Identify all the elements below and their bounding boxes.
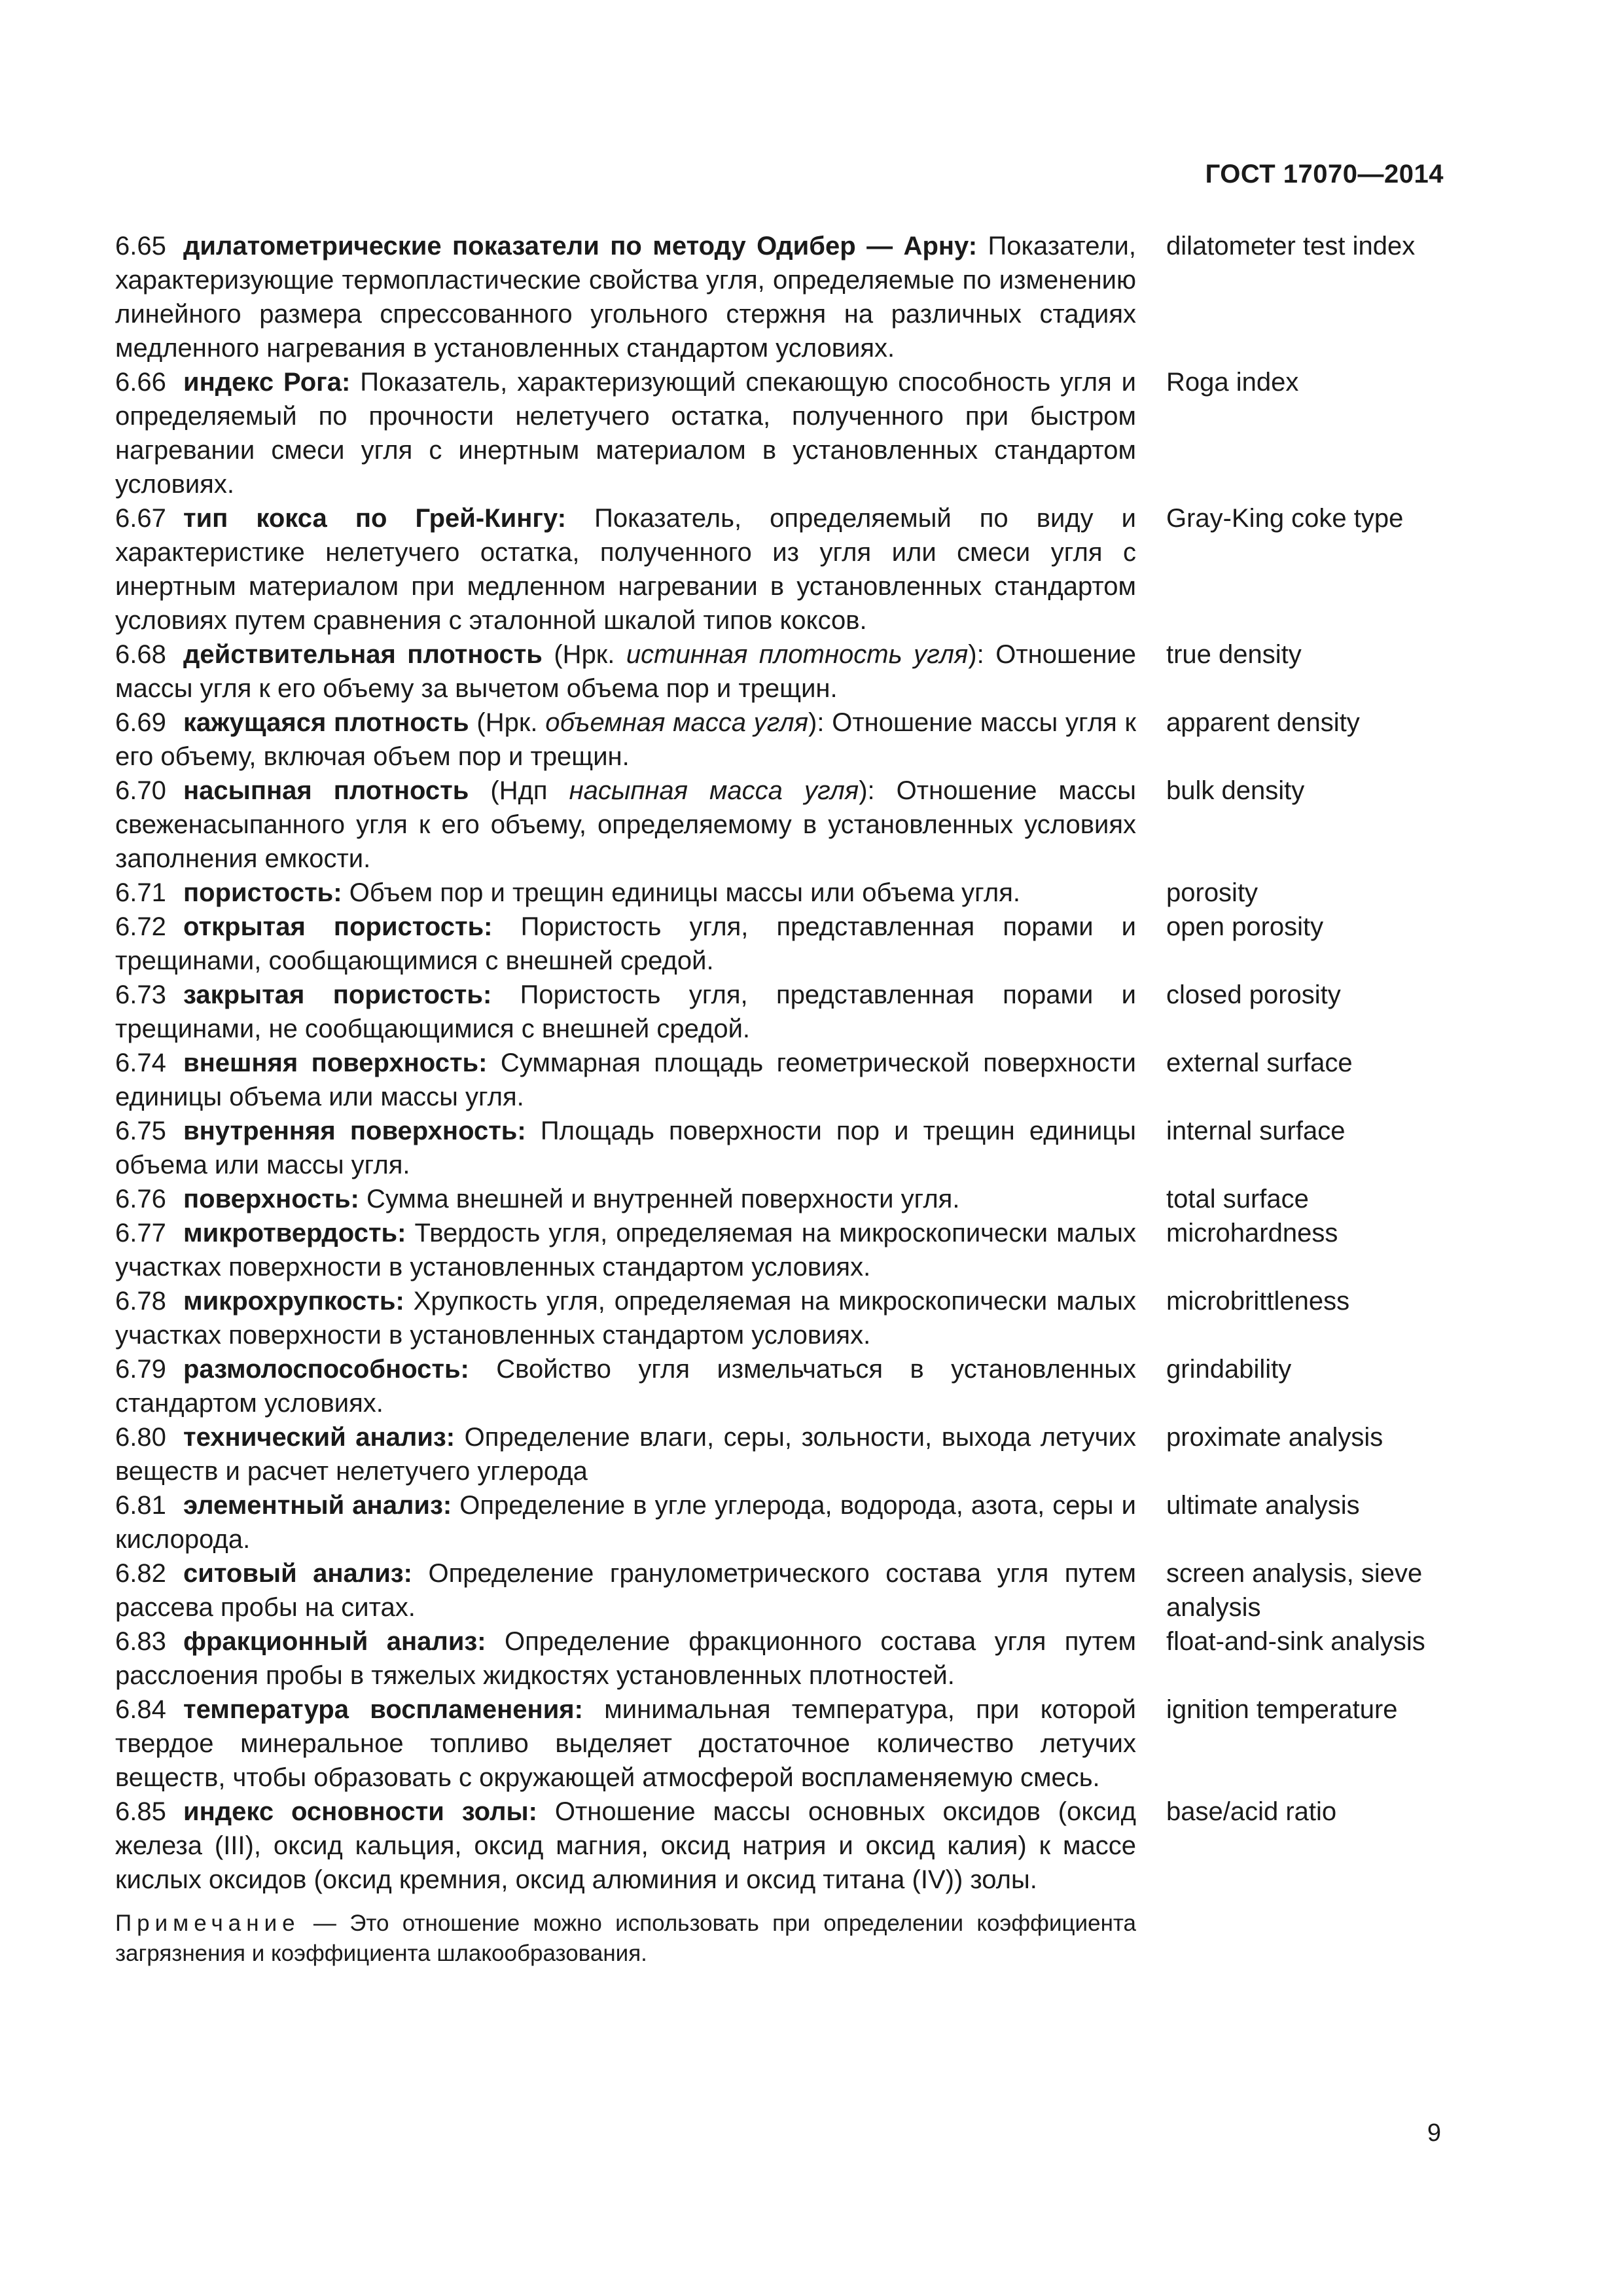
english-equivalent: base/acid ratio (1166, 1797, 1337, 1826)
entry-term: индекс Рога: (183, 368, 351, 397)
entry-definition-part: Пористость угля, представленная порами и трещинами, не сообщающимися с внешней средой. (115, 980, 1136, 1043)
english-equivalent: ultimate analysis (1166, 1491, 1360, 1520)
document-standard-header: ГОСТ 17070—2014 (1205, 160, 1444, 188)
entry-term: ситовый анализ: (183, 1559, 412, 1588)
definition-entry (115, 706, 1444, 774)
english-equivalent: total surface (1166, 1185, 1309, 1213)
note-text: — Это отношение можно использовать при определении коэффициента загрязнения и коэффициента шлакообразования. (115, 1910, 1136, 1966)
entry-term: закрытая пористость: (183, 980, 492, 1009)
definition-text (115, 1795, 1136, 1897)
entry-term: поверхность: (183, 1185, 359, 1213)
english-equivalent: true density (1166, 640, 1302, 669)
definition-entry (115, 1114, 1444, 1182)
english-equivalent: microhardness (1166, 1219, 1338, 1247)
definition-text (115, 1216, 1136, 1284)
entry-definition-part: минимальная температура, при которой твердое минеральное топливо выделяет достаточное количество летучих веществ, чтобы образовать с окружающей атмосферой воспламеняемую смесь. (115, 1695, 1137, 1792)
english-equivalent: bulk density (1166, 776, 1305, 805)
entry-term: температура воспламенения: (183, 1695, 583, 1724)
entry-term: микротвердость: (183, 1219, 406, 1247)
definition-entry (115, 1693, 1444, 1795)
definition-text (115, 365, 1136, 501)
entry-number: 6.78 (115, 1287, 166, 1316)
entry-term: микрохрупкость: (183, 1287, 404, 1316)
definition-entry (115, 978, 1444, 1046)
entry-term: кажущаяся плотность (183, 708, 469, 737)
entry-definition-part: Твердость угля, определяемая на микроскопически малых участках поверхности в установленных стандартом условиях. (115, 1219, 1136, 1282)
definition-entry (115, 1420, 1444, 1488)
entry-number: 6.65 (115, 232, 166, 260)
definition-text (115, 1182, 1136, 1216)
definition-entry (115, 1182, 1444, 1216)
definition-text (115, 978, 1136, 1046)
entry-number: 6.69 (115, 708, 166, 737)
entry-definition-part: (Ндп (469, 776, 569, 805)
entry-term: внутренняя поверхность: (183, 1117, 526, 1145)
definition-text (115, 1693, 1136, 1795)
definition-entry (115, 229, 1444, 365)
entry-definition-part: Отношение массы основных оксидов (оксид железа (III), оксид кальция, оксид магния, оксид натрия и оксид калия) к массе кислых оксидов (оксид кремния, оксид алюминия и оксид титана (IV)) золы. (115, 1797, 1136, 1894)
entry-term: элементный анализ: (183, 1491, 452, 1520)
english-equivalent: porosity (1166, 878, 1258, 907)
entry-term: дилатометрические показатели по методу Одибер — Арну: (183, 232, 978, 260)
definition-text (115, 1420, 1136, 1488)
entry-number: 6.76 (115, 1185, 166, 1213)
definition-entry (115, 1352, 1444, 1420)
entry-number: 6.70 (115, 776, 166, 805)
entry-definition-rest: ): Отношение массы угля к его объему за вычетом объема пор и трещин. (115, 640, 1136, 703)
entry-synonym: насыпная масса угля (569, 776, 859, 805)
definition-entry (115, 501, 1444, 637)
definitions-list (115, 229, 1444, 1969)
english-equivalent: screen analysis, sieve analysis (1166, 1559, 1423, 1622)
entry-term: открытая пористость: (183, 912, 493, 941)
entry-definition-part: Хрупкость угля, определяемая на микроскопически малых участках поверхности в установленных стандартом условиях. (115, 1287, 1136, 1350)
entry-definition-part: Определение гранулометрического состава угля путем рассева пробы на ситах. (115, 1559, 1137, 1622)
entry-number: 6.84 (115, 1695, 166, 1724)
entry-definition-part: Определение влаги, серы, зольности, выхода летучих веществ и расчет нелетучего углерода (115, 1423, 1136, 1486)
entry-number: 6.82 (115, 1559, 166, 1588)
entry-term: насыпная плотность (183, 776, 469, 805)
entry-term: тип кокса по Грей-Кингу: (183, 504, 567, 533)
definition-entry (115, 876, 1444, 910)
definition-text (115, 1352, 1136, 1420)
definition-text (115, 1284, 1136, 1352)
entry-number: 6.66 (115, 368, 166, 397)
note (115, 1909, 1136, 1969)
entry-definition-part: Показатель, характеризующий спекающую способность угля и определяемый по прочности нелетучего остатка, полученного при быстром нагревании смеси угля с инертным материалом в установленных стандартом условиях. (115, 368, 1136, 499)
definition-entry (115, 365, 1444, 501)
definition-text (115, 910, 1136, 978)
entry-number: 6.72 (115, 912, 166, 941)
entry-definition-part: Суммарная площадь геометрической поверхности единицы объема или массы угля. (115, 1049, 1136, 1111)
definition-text (115, 1114, 1136, 1182)
english-equivalent: grindability (1166, 1355, 1292, 1384)
entry-term: индекс основности золы: (183, 1797, 537, 1826)
english-equivalent: closed porosity (1166, 980, 1341, 1009)
english-equivalent: Gray-King coke type (1166, 504, 1404, 533)
entry-number: 6.77 (115, 1219, 166, 1247)
entry-definition-part: Показатель, определяемый по виду и характеристике нелетучего остатка, полученного из угля или смеси угля с инертным материалом при медленном нагревании в установленных стандартом условиях путем сравнения с эталонной шкалой типов коксов. (115, 504, 1137, 635)
entry-number: 6.80 (115, 1423, 166, 1452)
definition-entry (115, 1284, 1444, 1352)
entry-number: 6.71 (115, 878, 166, 907)
definition-text (115, 501, 1136, 637)
entry-definition-part: (Нрк. (542, 640, 626, 669)
entry-definition-part: (Нрк. (469, 708, 546, 737)
definition-entry (115, 910, 1444, 978)
entry-term: размолоспособность: (183, 1355, 469, 1384)
english-equivalent: internal surface (1166, 1117, 1346, 1145)
entry-number: 6.68 (115, 640, 166, 669)
english-equivalent: ignition temperature (1166, 1695, 1398, 1724)
entry-number: 6.67 (115, 504, 166, 533)
definition-text (115, 1488, 1136, 1556)
entry-number: 6.81 (115, 1491, 166, 1520)
entry-synonym: истинная плотность угля (626, 640, 969, 669)
definition-text (115, 1624, 1136, 1693)
entry-number: 6.79 (115, 1355, 166, 1384)
entry-term: пористость: (183, 878, 342, 907)
entry-definition-part: Определение в угле углерода, водорода, азота, серы и кислорода. (115, 1491, 1136, 1554)
entry-number: 6.85 (115, 1797, 166, 1826)
english-equivalent: microbrittleness (1166, 1287, 1350, 1316)
page-number: 9 (1427, 2119, 1441, 2147)
definition-entry (115, 637, 1444, 706)
definition-entry (115, 1795, 1444, 1897)
entry-number: 6.75 (115, 1117, 166, 1145)
entries-container (115, 229, 1444, 1897)
english-equivalent: Roga index (1166, 368, 1299, 397)
entry-term: внешняя поверхность: (183, 1049, 488, 1077)
entry-term: фракционный анализ: (183, 1627, 486, 1656)
definition-entry (115, 1046, 1444, 1114)
entry-number: 6.74 (115, 1049, 166, 1077)
entry-definition-part: Определение фракционного состава угля путем расслоения пробы в тяжелых жидкостях установленных плотностей. (115, 1627, 1136, 1690)
definition-text (115, 1046, 1136, 1114)
entry-definition-part: Показатели, характеризующие термопластические свойства угля, определяемые по изменению линейного размера спрессованного угольного стержня на различных стадиях медленного нагревания в установленных стандартом условиях. (115, 232, 1136, 363)
definition-entry (115, 1556, 1444, 1624)
entry-definition-part: Сумма внешней и внутренней поверхности угля. (359, 1185, 960, 1213)
note-label: Примечание (115, 1910, 300, 1936)
entry-definition-part: Пористость угля, представленная порами и трещинами, сообщающимися с внешней средой. (115, 912, 1136, 975)
entry-number: 6.83 (115, 1627, 166, 1656)
definition-text (115, 774, 1136, 876)
definition-text (115, 706, 1136, 774)
english-equivalent: proximate analysis (1166, 1423, 1383, 1452)
english-equivalent: open porosity (1166, 912, 1324, 941)
entry-definition-part: Площадь поверхности пор и трещин единицы объема или массы угля. (115, 1117, 1137, 1179)
entry-definition-rest: ): Отношение массы угля к его объему, включая объем пор и трещин. (115, 708, 1136, 771)
entry-synonym: объемная масса угля (545, 708, 808, 737)
definition-text (115, 229, 1136, 365)
definition-entry (115, 1216, 1444, 1284)
english-equivalent: float-and-sink analysis (1166, 1627, 1425, 1656)
english-equivalent: apparent density (1166, 708, 1360, 737)
entry-term: технический анализ: (183, 1423, 455, 1452)
definition-text (115, 876, 1136, 910)
entry-number: 6.73 (115, 980, 166, 1009)
definition-entry (115, 1488, 1444, 1556)
definition-entry (115, 774, 1444, 876)
entry-definition-rest: ): Отношение массы свеженасыпанного угля к его объему, определяемому в установленных условиях заполнения емкости. (115, 776, 1136, 873)
entry-term: действительная плотность (183, 640, 543, 669)
english-equivalent: external surface (1166, 1049, 1353, 1077)
english-equivalent: dilatometer test index (1166, 232, 1416, 260)
entry-definition-part: Свойство угля измельчаться в установленных стандартом условиях. (115, 1355, 1136, 1418)
definition-text (115, 637, 1136, 706)
definition-entry (115, 1624, 1444, 1693)
entry-definition-part: Объем пор и трещин единицы массы или объема угля. (342, 878, 1021, 907)
definition-text (115, 1556, 1136, 1624)
